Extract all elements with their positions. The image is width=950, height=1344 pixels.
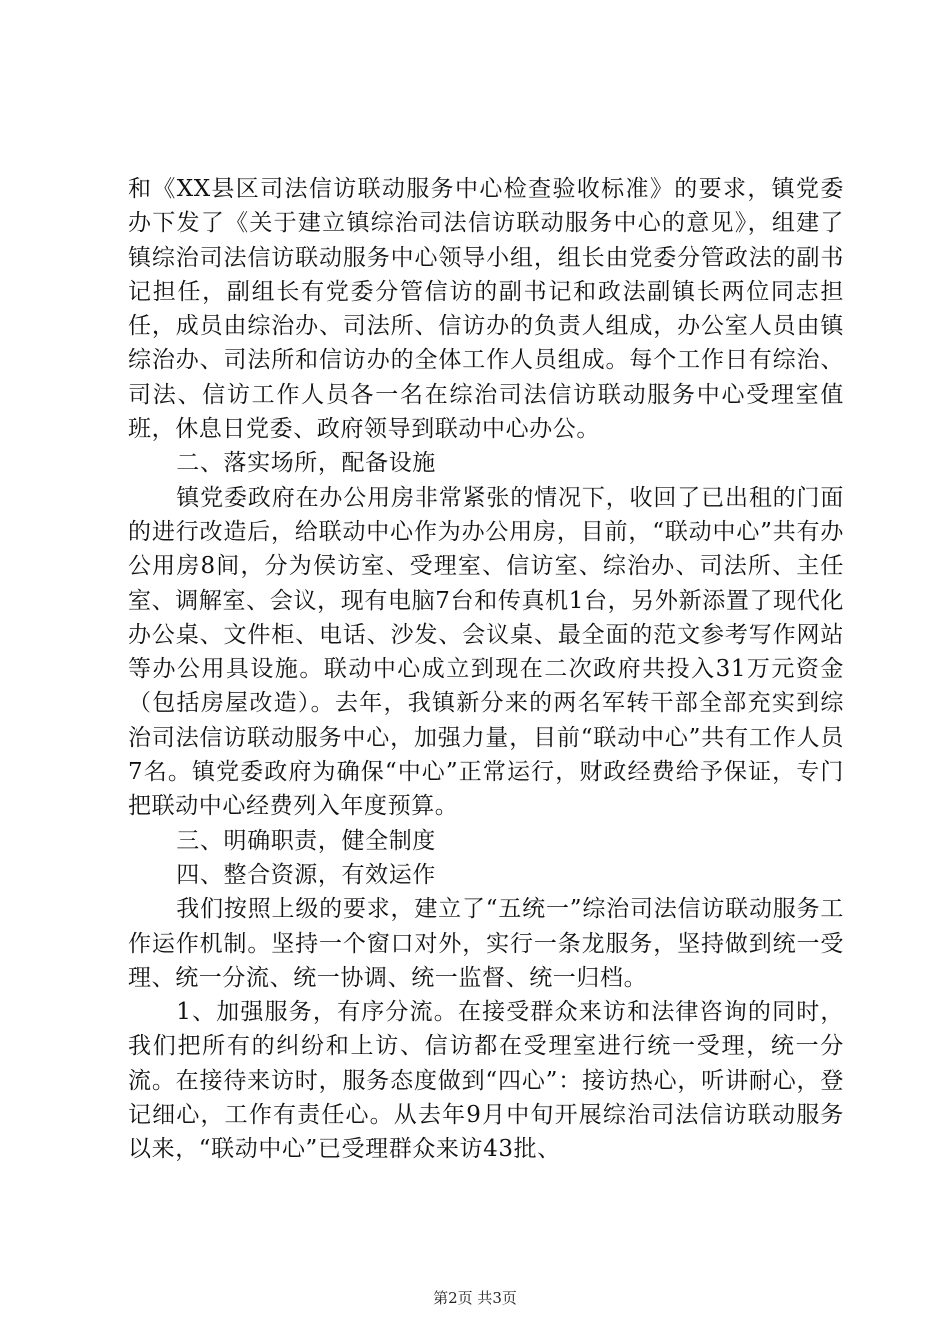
paragraph-1: 和《XX县区司法信访联动服务中心检查验收标准》的要求，镇党委办下发了《关于建立镇综治司法信访联动服务中心的意见》，组建了镇综治司法信访联动服务中心领导小组，组长由党委分管政法的副书记担任，副组长有党委分管信访的副书记和政法副镇长两位同志担任，成员由综治办、司法所、信访办的负责人组成，办公室人员由镇综治办、司法所和信访办的全体工作人员组成。每个工作日有综治、司法、信访工作人员各一名在综治司法信访联动服务中心受理室值班，休息日党委、政府领导到联动中心办公。 <box>128 176 844 443</box>
paragraph-4: 1、加强服务，有序分流。在接受群众来访和法律咨询的同时，我们把所有的纠纷和上访、信访都在受理室进行统一受理，统一分流。在接待来访时，服务态度做到“四心”：接访热心，听讲耐心，登记细心，工作有责任心。从去年9月中旬开展综治司法信访联动服务以来，“联动中心”已受理群众来访43批、 <box>128 999 844 1163</box>
page-number-footer: 第2页 共3页 <box>433 1289 517 1307</box>
paragraph-2: 镇党委政府在办公用房非常紧张的情况下，收回了已出租的门面的进行改造后，给联动中心作为办公用房，目前，“联动中心”共有办公用房8间，分为侯访室、受理室、信访室、综治办、司法所、主任室、调解室、会议，现有电脑7台和传真机1台，另外新添置了现代化办公桌、文件柜、电话、沙发、会议桌、最全面的范文参考写作网站等办公用具设施。联动中心成立到现在二次政府共投入31万元资金（包括房屋改造）。去年，我镇新分来的两名军转干部全部充实到综治司法信访联动服务中心，加强力量，目前“联动中心”共有工作人员7名。镇党委政府为确保“中心”正常运行，财政经费给予保证，专门把联动中心经费列入年度预算。 <box>128 484 844 820</box>
section-heading-3: 三、明确职责，健全制度 <box>176 827 436 854</box>
section-heading-2: 二、落实场所，配备设施 <box>176 450 436 477</box>
section-heading-4: 四、整合资源，有效运作 <box>176 861 436 888</box>
document-body <box>128 172 844 1167</box>
paragraph-3: 我们按照上级的要求，建立了“五统一”综治司法信访联动服务工作运作机制。坚持一个窗口对外，实行一条龙服务，坚持做到统一受理、统一分流、统一协调、统一监督、统一归档。 <box>128 896 844 991</box>
